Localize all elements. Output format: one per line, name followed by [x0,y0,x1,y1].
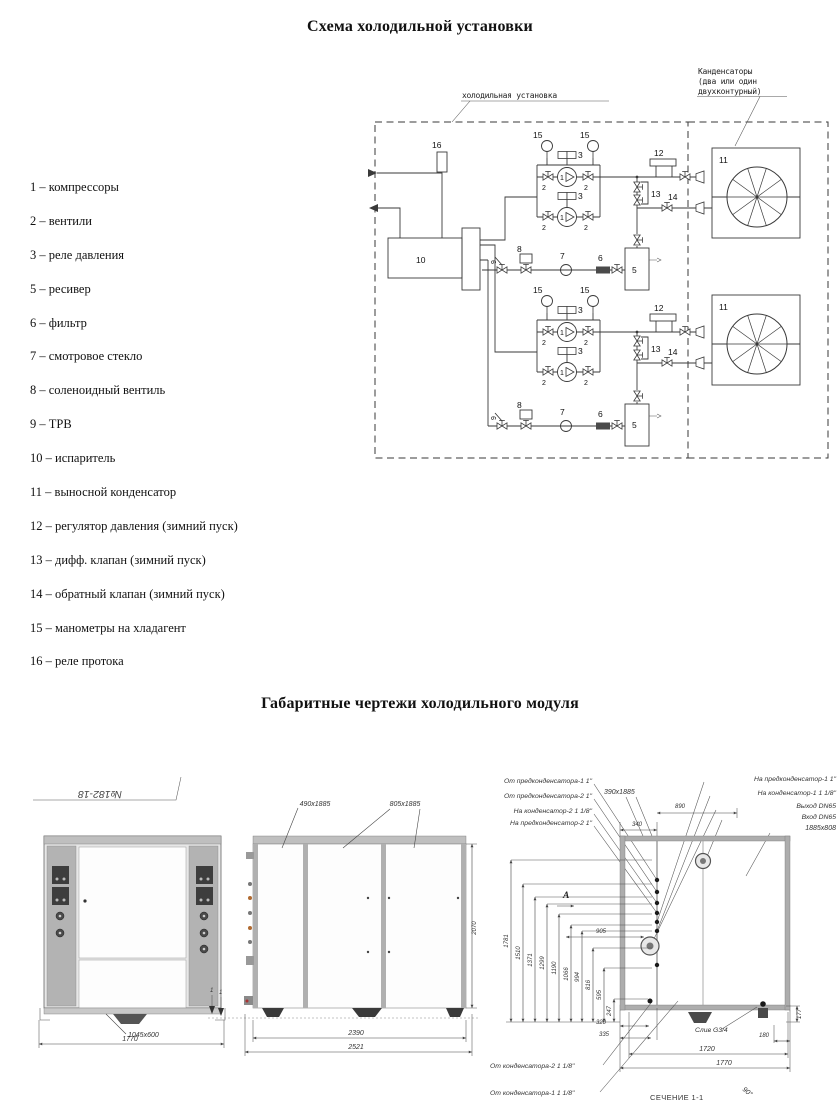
valve-icon [583,172,593,181]
valve-icon [583,367,593,376]
outlet-flange [641,937,659,955]
height-dim: 1510 [516,946,522,960]
section-mark: 1 [210,988,214,994]
dim-890: 890 [674,804,686,810]
condensers-note-line2: (два или один [698,77,757,86]
valve-icon [612,421,622,430]
height-dim: 1371 [528,953,534,967]
valve-icon [634,235,643,245]
legend-item-13: 13 – дифф. клапан (зимний пуск) [30,552,206,567]
num-evaporator: 10 [416,255,426,265]
valve-icon [612,265,622,274]
dim-1770: 1770 [716,1060,732,1067]
inlet-flange [696,854,711,869]
num-solenoid: 8 [517,400,522,410]
valve-icon [543,212,553,221]
height-dim: 1190 [552,961,558,975]
legend-item-10: 10 – испаритель [30,451,116,466]
water-out-arrow-icon [369,204,378,212]
suction-line-1 [480,197,537,240]
receiver [625,248,649,290]
angle-note: 90° [740,1086,754,1099]
legend-item-12: 12 – регулятор давления (зимний пуск) [30,518,238,533]
pipe-label: На конденсатор-1 1 1/8" [757,790,836,797]
pipe-label: Выход DN65 [796,803,836,810]
dim-1720: 1720 [699,1046,715,1053]
section-title: СЕЧЕНИЕ 1-1 [650,1093,704,1102]
lower-panel [79,960,186,1008]
legend-item-8: 8 – соленоидный вентиль [30,383,166,398]
num-compressor: 1 [560,175,564,182]
num-valve: 2 [584,380,588,387]
condensers-note-line3: двухконтурный) [698,87,762,96]
num-filter: 6 [598,253,603,263]
dim-320: 320 [595,1020,607,1026]
receiver [625,404,649,446]
dimension-drawings [0,755,840,1120]
pressure-relay-icon [558,307,576,314]
compressor-group-1 [533,130,600,232]
trv-icon [497,265,507,274]
legend-item-2: 2 – вентили [30,213,92,228]
num-check-valve: 14 [668,192,678,202]
valve-icon [543,327,553,336]
dim-177: 177 [797,1008,803,1020]
base-foot [113,1014,147,1024]
door-handle [83,899,86,902]
dim-335: 335 [598,1032,610,1038]
fan-icon [727,167,787,227]
height-dim: 994 [575,971,581,983]
num-trv: 9 [491,260,498,264]
dim-340: 340 [631,822,643,828]
num-valve: 2 [542,380,546,387]
pressure-relay-icon [558,348,576,355]
num-solenoid: 8 [517,244,522,254]
num-valve: 2 [542,340,546,347]
trv-icon [497,421,507,430]
height-dim: 595 [597,989,603,1001]
flow-relay [437,152,447,172]
num-pressure-relay: 3 [578,150,583,160]
diff-valve-icon [634,182,643,192]
num-receiver: 5 [632,265,637,275]
pipe-label: На конденсатор-2 1 1/8" [513,808,592,815]
refrigeration-schematic [360,58,840,470]
opening-size-label: 1045x600 [128,1032,159,1039]
reducer-icon [696,326,704,338]
pipe-label: Вход DN65 [801,814,836,821]
check-valve-icon [662,358,672,367]
diff-valve-icon [634,350,643,360]
num-sight-glass: 7 [560,251,565,261]
valve-icon [680,172,690,181]
diff-valve-icon [634,336,643,346]
legend-item-3: 3 – реле давления [30,247,125,262]
valve-icon [543,367,553,376]
num-valve: 2 [584,225,588,232]
front-width-dim: 1770 [122,1036,138,1043]
num-check-valve: 14 [668,347,678,357]
valve-icon [583,212,593,221]
num-manometer: 15 [580,130,590,140]
valve-icon [583,327,593,336]
num-pressure-regulator: 12 [654,148,664,158]
height-dim: 1066 [564,967,570,981]
solenoid-valve-icon [521,265,531,274]
num-valve: 2 [542,225,546,232]
num-pressure-relay: 3 [578,346,583,356]
reducer-icon [696,202,704,214]
legend-item-11: 11 – выносной конденсатор [30,485,177,500]
num-pressure-relay: 3 [578,191,583,201]
pressure-relay-icon [558,193,576,200]
condensers-caption [697,67,787,146]
dim-905: 905 [595,929,607,935]
num-valve: 2 [584,185,588,192]
num-condenser-2: 11 [719,302,728,312]
legend-item-15: 15 – манометры на хладагент [30,620,186,635]
pipe-label: От конденсатора-1 1 1/8" [490,1090,575,1097]
dim-180: 180 [758,1033,770,1039]
num-pressure-relay: 3 [578,305,583,315]
manometer-icon [588,141,599,159]
pipe-label: На предконденсатор-1 1" [753,776,836,783]
discharge-line-1 [600,148,712,214]
legend-item-1: 1 – компрессоры [30,180,119,194]
check-valve-icon [662,203,672,212]
pipe-label: От предконденсатора-2 1" [503,793,592,800]
valve-icon [543,172,553,181]
num-trv: 9 [491,416,498,420]
side-view [208,801,480,1056]
legend-item-5: 5 – ресивер [30,281,91,296]
legend-item-14: 14 – обратный клапан (зимний пуск) [30,586,225,601]
num-flow-relay: 16 [432,140,442,150]
num-condenser-1: 11 [719,155,728,165]
schematic-title: Схема холодильной установки [307,18,533,35]
legend-list [30,180,238,688]
condensers-note-line1: Канденсаторы [698,67,753,76]
water-in-arrow-icon [368,169,377,177]
section-view [490,775,837,1102]
num-sight-glass: 7 [560,407,565,417]
side-length-feet-dim: 2390 [348,1030,364,1037]
num-diff-valve: 13 [651,344,661,354]
side-length-total-dim: 2521 [348,1044,364,1051]
reducer-icon [696,357,704,369]
diff-valve-icon [634,195,643,205]
section-mark: 1 [219,990,223,996]
num-compressor: 1 [560,370,564,377]
suction-line-2 [480,245,537,352]
height-dim: 816 [586,979,592,991]
legend-item-6: 6 – фильтр [30,315,87,330]
num-pressure-regulator: 12 [654,303,664,313]
door-small-label: 490x1885 [299,801,331,808]
height-dimensions [504,860,652,1022]
condenser-2 [712,295,800,385]
evaporator [368,140,480,290]
num-manometer: 15 [580,285,590,295]
num-manometer: 15 [533,285,543,295]
panel-size-label: 390x1885 [604,789,635,796]
view-mark: А [563,891,570,901]
condenser-1 [712,148,800,238]
filter [596,267,610,274]
num-compressor: 1 [560,330,564,337]
plate-label: №182-18 [77,788,123,800]
manometer-icon [588,296,599,314]
height-dim: 1781 [504,934,510,948]
num-manometer: 15 [533,130,543,140]
drain-stub [758,1008,768,1018]
num-valve: 2 [542,185,546,192]
compressor-group-2 [533,285,600,387]
valve-icon [634,391,643,401]
legend-item-7: 7 – смотровое стекло [30,349,143,364]
num-compressor: 1 [560,215,564,222]
manometer-icon [542,296,553,314]
drain-funnel [688,1012,712,1023]
front-view [33,777,225,1048]
pipe-label: На предконденсатор-2 1" [509,820,592,827]
pressure-relay-icon [558,152,576,159]
side-height-dim: 2070 [472,921,478,935]
panel-size-side-label: 1885x808 [805,825,836,832]
pipe-label: От предконденсатора-1 1" [503,778,592,785]
num-valve: 2 [584,340,588,347]
unit-label: холодильная установка [462,91,557,100]
door-large-label: 805x1885 [389,801,421,808]
height-dim: 247 [607,1005,613,1017]
num-receiver: 5 [632,420,637,430]
front-door [79,847,186,958]
side-accessories [244,852,254,1005]
reducer-icon [696,171,704,183]
solenoid-valve-icon [521,421,531,430]
legend-item-9: 9 – ТРВ [30,417,72,432]
fan-icon [727,314,787,374]
unit-caption [452,91,609,122]
manometer-icon [542,141,553,159]
pipe-label: От конденсатора-2 1 1/8" [490,1063,575,1070]
num-filter: 6 [598,409,603,419]
drawings-title: Габаритные чертежи холодильного модуля [261,695,579,712]
discharge-line-2 [600,303,712,369]
filter [596,423,610,430]
num-diff-valve: 13 [651,189,661,199]
drain-label: Слив G3/4 [695,1027,728,1034]
height-dim: 1299 [540,956,546,970]
legend-item-16: 16 – реле протока [30,654,124,669]
